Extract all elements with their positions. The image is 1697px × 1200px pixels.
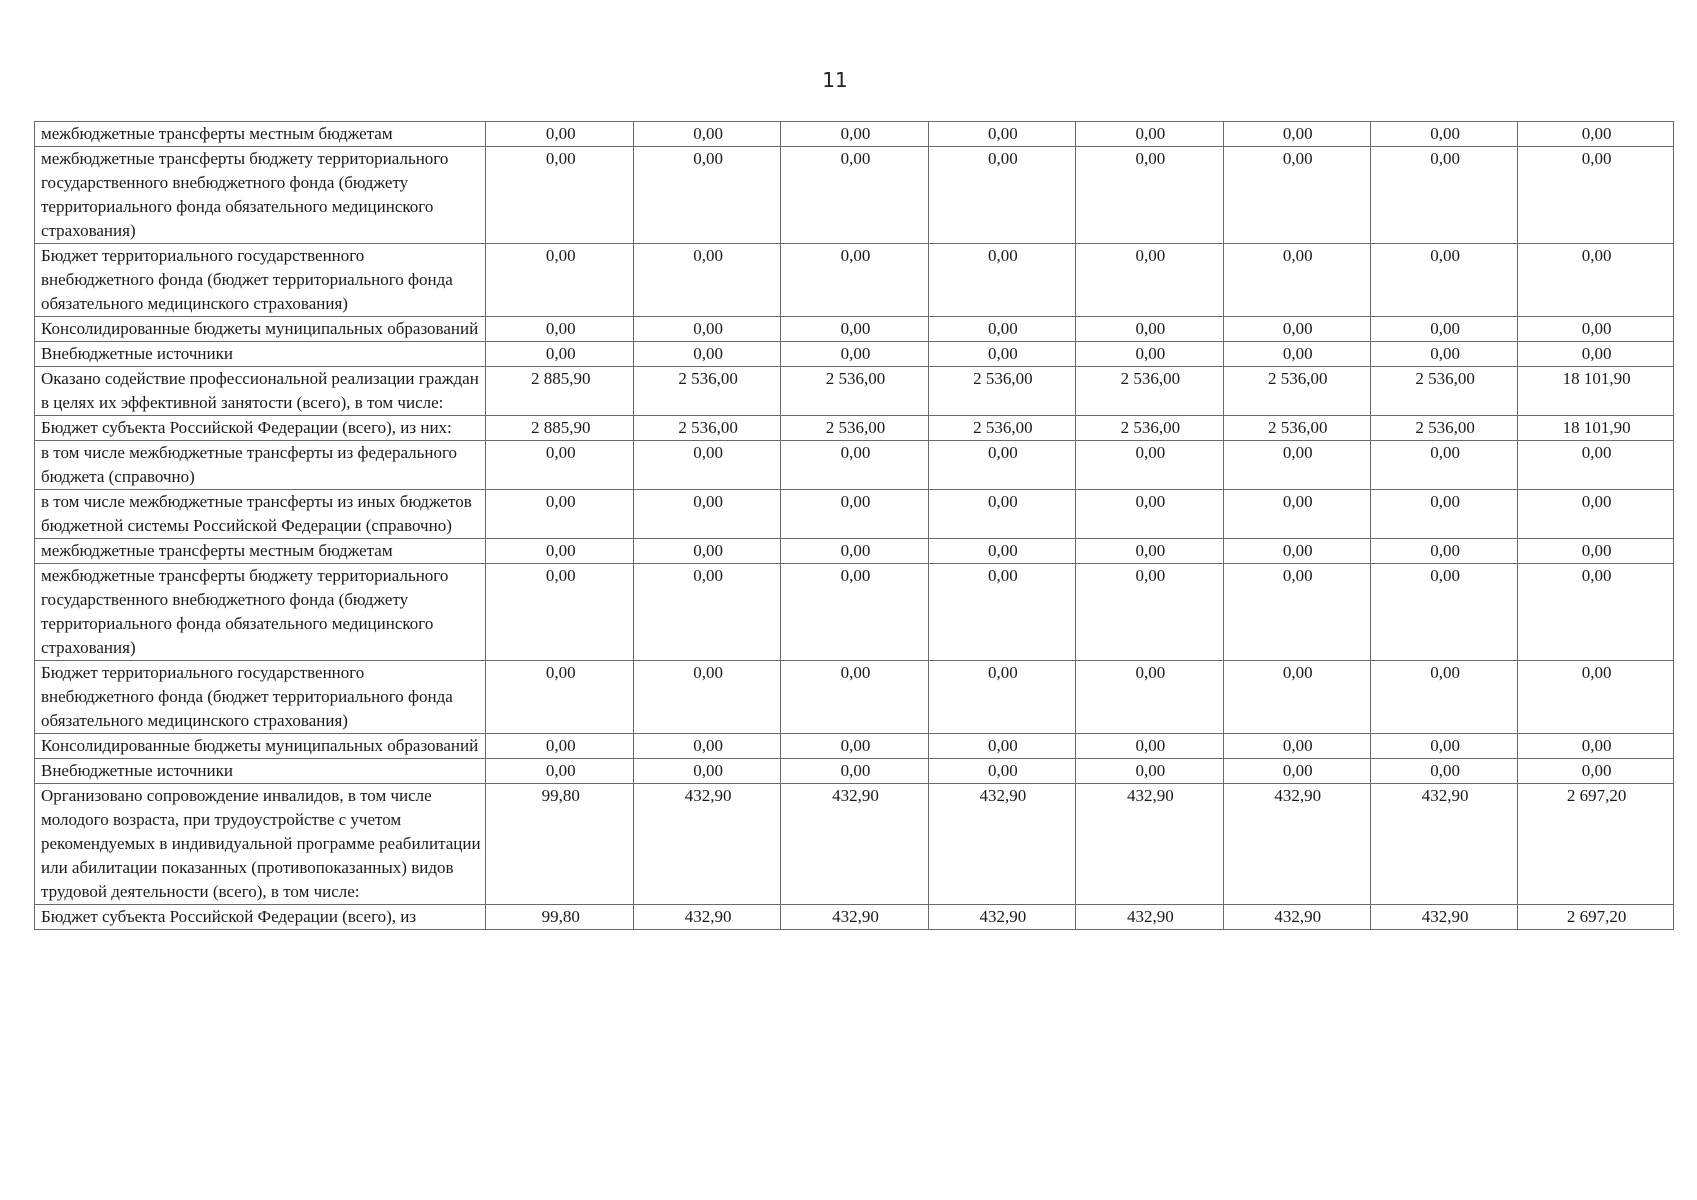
row-value-cell: 432,90 bbox=[1076, 905, 1223, 930]
row-value-cell: 0,00 bbox=[1370, 147, 1517, 244]
row-value-cell: 0,00 bbox=[486, 564, 633, 661]
row-value-cell: 0,00 bbox=[486, 244, 633, 317]
row-value-cell: 0,00 bbox=[486, 734, 633, 759]
row-total-cell: 0,00 bbox=[1518, 441, 1674, 490]
row-value-cell: 432,90 bbox=[1076, 784, 1223, 905]
row-value-cell: 0,00 bbox=[633, 342, 780, 367]
table-row bbox=[35, 734, 1674, 759]
row-value-cell: 0,00 bbox=[1076, 122, 1223, 147]
row-value-cell: 2 536,00 bbox=[928, 416, 1075, 441]
row-value-cell: 0,00 bbox=[1370, 661, 1517, 734]
row-value-cell: 2 536,00 bbox=[1076, 416, 1223, 441]
row-label: Организовано сопровождение инвалидов, в том числе молодого возраста, при трудоустройстве с учетом рекомендуемых в индивидуальной программе реабилитации или абилитации показанных (противопоказанных) видов трудовой деятельности (всего), в том числе: bbox=[35, 784, 486, 905]
row-value-cell: 0,00 bbox=[1223, 734, 1370, 759]
row-value-cell: 0,00 bbox=[633, 734, 780, 759]
row-value-cell: 0,00 bbox=[928, 661, 1075, 734]
row-total-cell: 0,00 bbox=[1518, 539, 1674, 564]
row-value-cell: 432,90 bbox=[781, 905, 928, 930]
row-label: Бюджет субъекта Российской Федерации (всего), из них: bbox=[35, 416, 486, 441]
row-value-cell: 0,00 bbox=[633, 317, 780, 342]
row-value-cell: 0,00 bbox=[1223, 564, 1370, 661]
row-value-cell: 0,00 bbox=[1076, 759, 1223, 784]
row-value-cell: 0,00 bbox=[928, 441, 1075, 490]
row-value-cell: 0,00 bbox=[1223, 490, 1370, 539]
row-value-cell: 432,90 bbox=[633, 784, 780, 905]
row-value-cell: 0,00 bbox=[1223, 342, 1370, 367]
row-value-cell: 2 536,00 bbox=[1223, 416, 1370, 441]
row-value-cell: 0,00 bbox=[1370, 317, 1517, 342]
row-value-cell: 0,00 bbox=[1223, 661, 1370, 734]
row-value-cell: 432,90 bbox=[1223, 905, 1370, 930]
row-label: Консолидированные бюджеты муниципальных образований bbox=[35, 734, 486, 759]
table-row bbox=[35, 244, 1674, 317]
row-value-cell: 0,00 bbox=[486, 441, 633, 490]
row-value-cell: 0,00 bbox=[1076, 490, 1223, 539]
row-value-cell: 0,00 bbox=[1076, 661, 1223, 734]
row-value-cell: 2 885,90 bbox=[486, 367, 633, 416]
row-value-cell: 0,00 bbox=[928, 122, 1075, 147]
row-value-cell: 0,00 bbox=[928, 342, 1075, 367]
row-value-cell: 0,00 bbox=[1370, 342, 1517, 367]
row-total-cell: 0,00 bbox=[1518, 490, 1674, 539]
row-total-cell: 0,00 bbox=[1518, 564, 1674, 661]
row-value-cell: 0,00 bbox=[928, 734, 1075, 759]
row-value-cell: 2 536,00 bbox=[928, 367, 1075, 416]
row-value-cell: 0,00 bbox=[1223, 539, 1370, 564]
row-value-cell: 0,00 bbox=[928, 317, 1075, 342]
row-value-cell: 0,00 bbox=[928, 539, 1075, 564]
row-value-cell: 0,00 bbox=[928, 564, 1075, 661]
row-value-cell: 0,00 bbox=[1370, 734, 1517, 759]
row-value-cell: 0,00 bbox=[633, 147, 780, 244]
row-value-cell: 432,90 bbox=[1370, 905, 1517, 930]
table-row bbox=[35, 564, 1674, 661]
row-value-cell: 0,00 bbox=[781, 564, 928, 661]
row-value-cell: 0,00 bbox=[1370, 122, 1517, 147]
row-value-cell: 432,90 bbox=[928, 905, 1075, 930]
budget-table bbox=[34, 121, 1674, 930]
row-value-cell: 0,00 bbox=[1370, 490, 1517, 539]
row-value-cell: 0,00 bbox=[781, 147, 928, 244]
row-value-cell: 432,90 bbox=[633, 905, 780, 930]
row-label: Бюджет субъекта Российской Федерации (всего), из bbox=[35, 905, 486, 930]
row-label: межбюджетные трансферты местным бюджетам bbox=[35, 122, 486, 147]
table-row bbox=[35, 416, 1674, 441]
table-row bbox=[35, 905, 1674, 930]
row-value-cell: 432,90 bbox=[1370, 784, 1517, 905]
row-total-cell: 0,00 bbox=[1518, 759, 1674, 784]
row-value-cell: 0,00 bbox=[633, 564, 780, 661]
row-value-cell: 0,00 bbox=[486, 147, 633, 244]
table-row bbox=[35, 539, 1674, 564]
row-value-cell: 0,00 bbox=[633, 661, 780, 734]
table-row bbox=[35, 147, 1674, 244]
row-value-cell: 0,00 bbox=[1370, 564, 1517, 661]
row-total-cell: 0,00 bbox=[1518, 147, 1674, 244]
row-total-cell: 18 101,90 bbox=[1518, 367, 1674, 416]
row-value-cell: 0,00 bbox=[781, 661, 928, 734]
row-value-cell: 0,00 bbox=[486, 759, 633, 784]
row-value-cell: 0,00 bbox=[1223, 441, 1370, 490]
row-value-cell: 2 536,00 bbox=[633, 416, 780, 441]
row-total-cell: 2 697,20 bbox=[1518, 784, 1674, 905]
row-value-cell: 0,00 bbox=[1076, 441, 1223, 490]
row-total-cell: 0,00 bbox=[1518, 734, 1674, 759]
row-value-cell: 0,00 bbox=[1076, 147, 1223, 244]
row-label: Внебюджетные источники bbox=[35, 342, 486, 367]
row-value-cell: 99,80 bbox=[486, 905, 633, 930]
page-number: 11 bbox=[822, 68, 848, 92]
row-value-cell: 0,00 bbox=[633, 539, 780, 564]
row-value-cell: 0,00 bbox=[781, 441, 928, 490]
row-value-cell: 2 536,00 bbox=[1370, 367, 1517, 416]
row-value-cell: 2 536,00 bbox=[1370, 416, 1517, 441]
row-value-cell: 0,00 bbox=[1370, 759, 1517, 784]
row-value-cell: 0,00 bbox=[1370, 244, 1517, 317]
row-value-cell: 2 536,00 bbox=[1223, 367, 1370, 416]
table-row bbox=[35, 367, 1674, 416]
row-label: межбюджетные трансферты бюджету территориального государственного внебюджетного фонда (бюджету территориального фонда обязательного медицинского страхования) bbox=[35, 147, 486, 244]
row-value-cell: 0,00 bbox=[928, 490, 1075, 539]
row-value-cell: 0,00 bbox=[486, 490, 633, 539]
budget-table-container bbox=[34, 121, 1674, 930]
row-value-cell: 99,80 bbox=[486, 784, 633, 905]
row-value-cell: 0,00 bbox=[633, 122, 780, 147]
row-value-cell: 2 536,00 bbox=[781, 367, 928, 416]
row-value-cell: 0,00 bbox=[781, 317, 928, 342]
row-value-cell: 0,00 bbox=[633, 441, 780, 490]
row-total-cell: 2 697,20 bbox=[1518, 905, 1674, 930]
row-total-cell: 0,00 bbox=[1518, 342, 1674, 367]
row-value-cell: 0,00 bbox=[781, 342, 928, 367]
row-value-cell: 0,00 bbox=[1076, 539, 1223, 564]
table-row bbox=[35, 759, 1674, 784]
row-value-cell: 0,00 bbox=[928, 244, 1075, 317]
row-value-cell: 0,00 bbox=[1076, 244, 1223, 317]
row-value-cell: 2 536,00 bbox=[781, 416, 928, 441]
row-value-cell: 0,00 bbox=[1223, 147, 1370, 244]
row-value-cell: 0,00 bbox=[1076, 317, 1223, 342]
row-total-cell: 0,00 bbox=[1518, 122, 1674, 147]
row-value-cell: 0,00 bbox=[781, 759, 928, 784]
row-value-cell: 0,00 bbox=[633, 490, 780, 539]
row-label: в том числе межбюджетные трансферты из иных бюджетов бюджетной системы Российской Федерации (справочно) bbox=[35, 490, 486, 539]
row-total-cell: 0,00 bbox=[1518, 317, 1674, 342]
row-value-cell: 0,00 bbox=[486, 342, 633, 367]
row-value-cell: 0,00 bbox=[1223, 759, 1370, 784]
row-value-cell: 0,00 bbox=[486, 122, 633, 147]
row-value-cell: 0,00 bbox=[633, 244, 780, 317]
row-value-cell: 0,00 bbox=[928, 147, 1075, 244]
row-label: Внебюджетные источники bbox=[35, 759, 486, 784]
row-value-cell: 432,90 bbox=[928, 784, 1075, 905]
row-value-cell: 0,00 bbox=[1076, 734, 1223, 759]
row-total-cell: 18 101,90 bbox=[1518, 416, 1674, 441]
row-value-cell: 2 885,90 bbox=[486, 416, 633, 441]
table-row bbox=[35, 490, 1674, 539]
row-total-cell: 0,00 bbox=[1518, 661, 1674, 734]
row-label: межбюджетные трансферты бюджету территориального государственного внебюджетного фонда (бюджету территориального фонда обязательного медицинского страхования) bbox=[35, 564, 486, 661]
row-label: Бюджет территориального государственного внебюджетного фонда (бюджет территориального фонда обязательного медицинского страхования) bbox=[35, 244, 486, 317]
row-value-cell: 432,90 bbox=[1223, 784, 1370, 905]
row-value-cell: 0,00 bbox=[1370, 441, 1517, 490]
table-row bbox=[35, 661, 1674, 734]
row-value-cell: 0,00 bbox=[1223, 122, 1370, 147]
row-value-cell: 0,00 bbox=[1076, 342, 1223, 367]
row-label: Бюджет территориального государственного внебюджетного фонда (бюджет территориального фонда обязательного медицинского страхования) bbox=[35, 661, 486, 734]
row-value-cell: 0,00 bbox=[1370, 539, 1517, 564]
row-value-cell: 0,00 bbox=[1223, 317, 1370, 342]
row-value-cell: 0,00 bbox=[781, 539, 928, 564]
row-value-cell: 0,00 bbox=[486, 539, 633, 564]
table-row bbox=[35, 342, 1674, 367]
row-value-cell: 432,90 bbox=[781, 784, 928, 905]
table-row bbox=[35, 784, 1674, 905]
row-label: Оказано содействие профессиональной реализации граждан в целях их эффективной занятости (всего), в том числе: bbox=[35, 367, 486, 416]
row-value-cell: 2 536,00 bbox=[633, 367, 780, 416]
row-value-cell: 2 536,00 bbox=[1076, 367, 1223, 416]
row-value-cell: 0,00 bbox=[633, 759, 780, 784]
row-value-cell: 0,00 bbox=[486, 661, 633, 734]
row-value-cell: 0,00 bbox=[781, 490, 928, 539]
row-value-cell: 0,00 bbox=[781, 734, 928, 759]
row-value-cell: 0,00 bbox=[486, 317, 633, 342]
table-row bbox=[35, 441, 1674, 490]
row-label: в том числе межбюджетные трансферты из федерального бюджета (справочно) bbox=[35, 441, 486, 490]
budget-table-body bbox=[35, 122, 1674, 930]
row-value-cell: 0,00 bbox=[781, 122, 928, 147]
row-value-cell: 0,00 bbox=[928, 759, 1075, 784]
row-value-cell: 0,00 bbox=[1223, 244, 1370, 317]
row-total-cell: 0,00 bbox=[1518, 244, 1674, 317]
table-row bbox=[35, 122, 1674, 147]
row-label: Консолидированные бюджеты муниципальных образований bbox=[35, 317, 486, 342]
row-label: межбюджетные трансферты местным бюджетам bbox=[35, 539, 486, 564]
row-value-cell: 0,00 bbox=[1076, 564, 1223, 661]
row-value-cell: 0,00 bbox=[781, 244, 928, 317]
table-row bbox=[35, 317, 1674, 342]
